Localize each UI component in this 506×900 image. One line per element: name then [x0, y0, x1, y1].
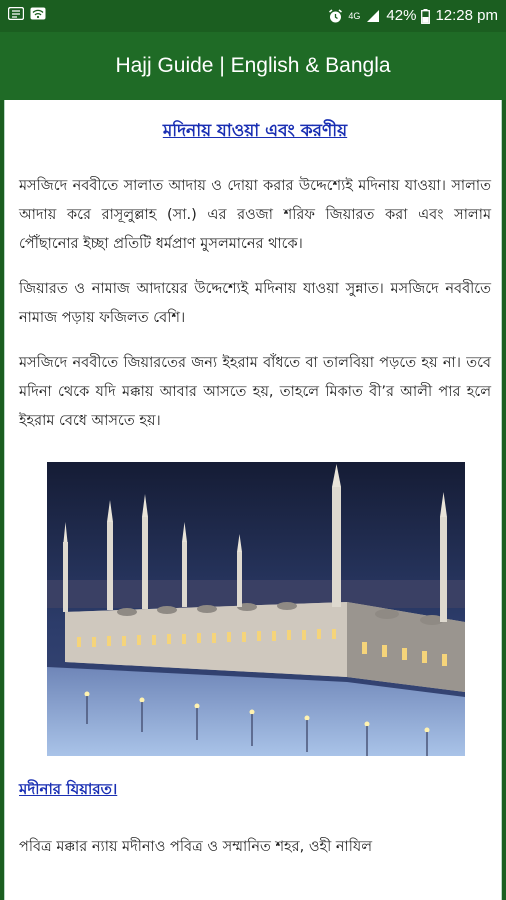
status-bar [0, 0, 506, 32]
app-bar [0, 32, 506, 100]
bangla-app-icon [8, 7, 24, 21]
article-body [5, 100, 501, 862]
article-content[interactable] [4, 100, 502, 900]
article-paragraph: জিয়ারত ও নামাজ আদায়ের উদ্দেশ্যেই মদিনায় যাওয়া সুন্নাত। মসজিদে নববীতে নামাজ পড়ায় ফজিলত বেশি। [19, 281, 491, 326]
alarm-icon [327, 9, 343, 23]
signal-icon [365, 9, 381, 23]
battery-icon [421, 9, 430, 23]
wifi-icon [30, 7, 46, 21]
masjid-nabawi-photo [47, 462, 465, 756]
article-paragraph: মসজিদে নববীতে সালাত আদায় ও দোয়া করার উদ্দেশ্যেই মদিনায় যাওয়া। সালাত আদায় করে রাসূলুল্লাহ (সা.) এর রওজা শরিফ জিয়ারত করা এবং সালাম পৌঁছানোর ইচ্ছা প্রতিটি ধর্মপ্রাণ মুসলমানের থাকে। [19, 178, 491, 252]
status-bar-left [8, 7, 46, 21]
article-title: মদিনায় যাওয়া এবং করণীয় [162, 121, 348, 141]
article-paragraph: মসজিদে নববীতে জিয়ারতের জন্য ইহরাম বাঁধতে বা তালবিয়া পড়তে হয় না। তবে মদিনা থেকে যদি মক্কায় আবার আসতে হয়, তাহলে মিকাত বী’র আলী পার হলে ইহরাম বেধে আসতে হয়। [19, 355, 491, 429]
section-subheading[interactable]: মদীনার যিয়ারত। [19, 780, 118, 798]
network-type: 4G [348, 10, 361, 21]
battery-percent: 42% [386, 7, 417, 24]
article-paragraph: পবিত্র মক্কার ন্যায় মদীনাও পবিত্র ও সম্মানিত শহর, ওহী নাযিল [19, 839, 373, 855]
clock-time: 12:28 pm [435, 7, 498, 24]
status-bar-right [327, 7, 498, 24]
app-title: Hajj Guide | English & Bangla [115, 54, 391, 77]
